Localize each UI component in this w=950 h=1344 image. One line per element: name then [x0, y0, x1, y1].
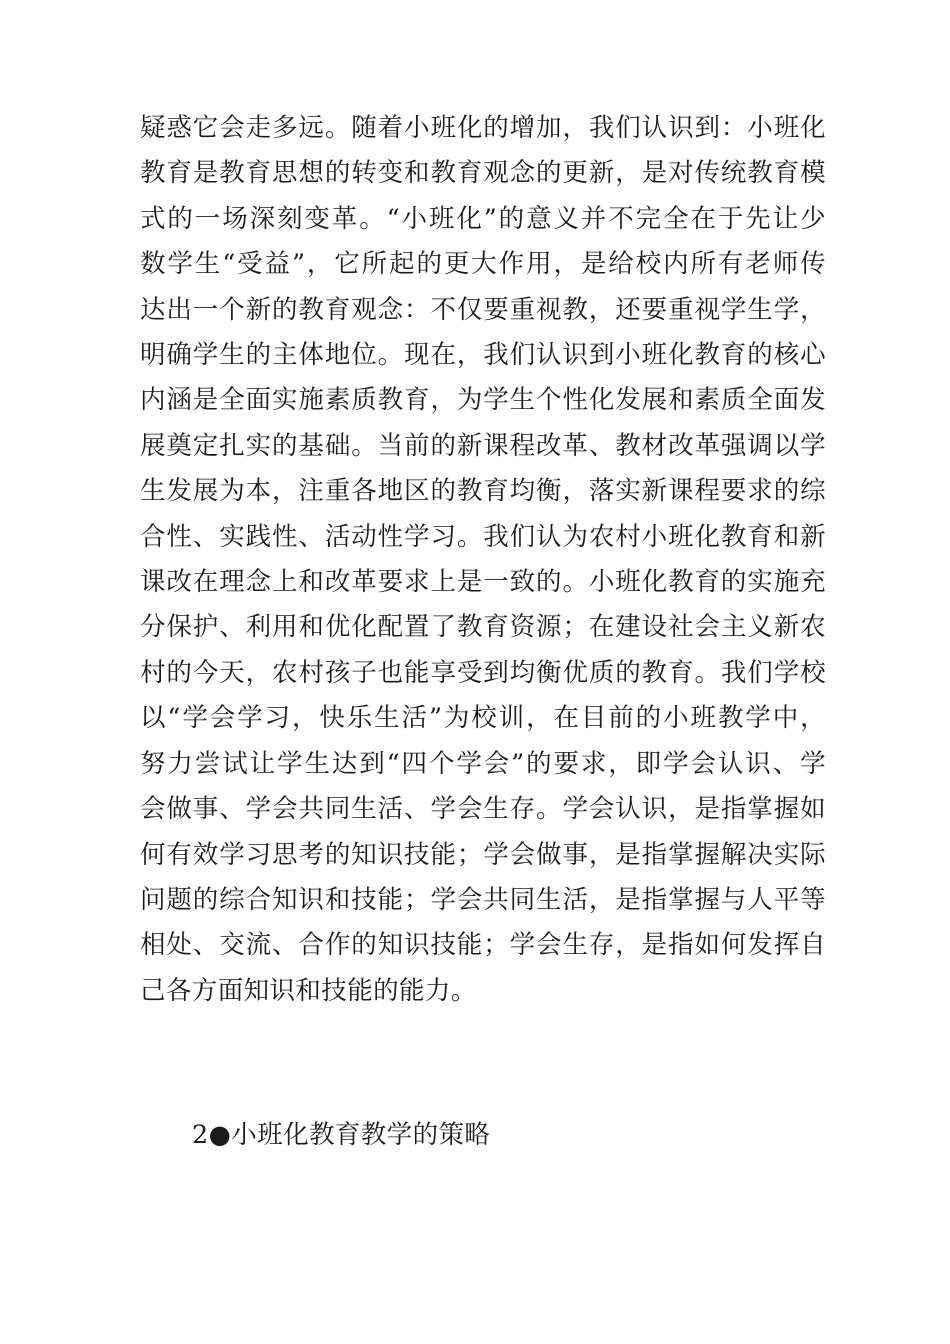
text-line: 教育是教育思想的转变和教育观念的更新，是对传统教育模 [140, 158, 826, 189]
text-line: 努力尝试让学生达到“四个学会”的要求，即学会认识、学 [140, 748, 826, 779]
text-line: 数学生“受益”，它所起的更大作用，是给校内所有老师传 [140, 249, 826, 280]
text-line: 问题的综合知识和技能；学会共同生活，是指掌握与人平等 [140, 884, 826, 915]
text-line: 会做事、学会共同生活、学会生存。学会认识，是指掌握如 [140, 794, 826, 825]
text-line: 疑惑它会走多远。随着小班化的增加，我们认识到：小班化 [140, 113, 826, 143]
text-line: 何有效学习思考的知识技能；学会做事，是指掌握解决实际 [140, 839, 826, 870]
text-line: 以“学会学习，快乐生活”为校训，在目前的小班教学中， [140, 703, 826, 734]
text-line: 生发展为本，注重各地区的教育均衡，落实新课程要求的综 [140, 476, 826, 507]
text-line: 展奠定扎实的基础。当前的新课程改革、教材改革强调以学 [140, 430, 826, 461]
text-line: 相处、交流、合作的知识技能；学会生存，是指如何发挥自 [140, 930, 826, 961]
section-heading: 2●小班化教育教学的策略 [192, 1120, 491, 1150]
text-line: 内涵是全面实施素质教育，为学生个性化发展和素质全面发 [140, 385, 826, 416]
text-line: 式的一场深刻变革。“小班化”的意义并不完全在于先让少 [140, 203, 826, 234]
text-line: 合性、实践性、活动性学习。我们认为农村小班化教育和新 [140, 521, 826, 552]
text-line: 达出一个新的教育观念：不仅要重视教，还要重视学生学， [140, 294, 826, 325]
text-line: 分保护、利用和优化配置了教育资源；在建设社会主义新农 [140, 612, 826, 643]
body-paragraph [140, 106, 826, 1014]
text-line: 明确学生的主体地位。现在，我们认识到小班化教育的核心 [140, 340, 826, 371]
text-line: 村的今天，农村孩子也能享受到均衡优质的教育。我们学校 [140, 657, 826, 688]
text-line: 课改在理念上和改革要求上是一致的。小班化教育的实施充 [140, 567, 826, 598]
text-line: 己各方面知识和技能的能力。 [140, 975, 477, 1006]
